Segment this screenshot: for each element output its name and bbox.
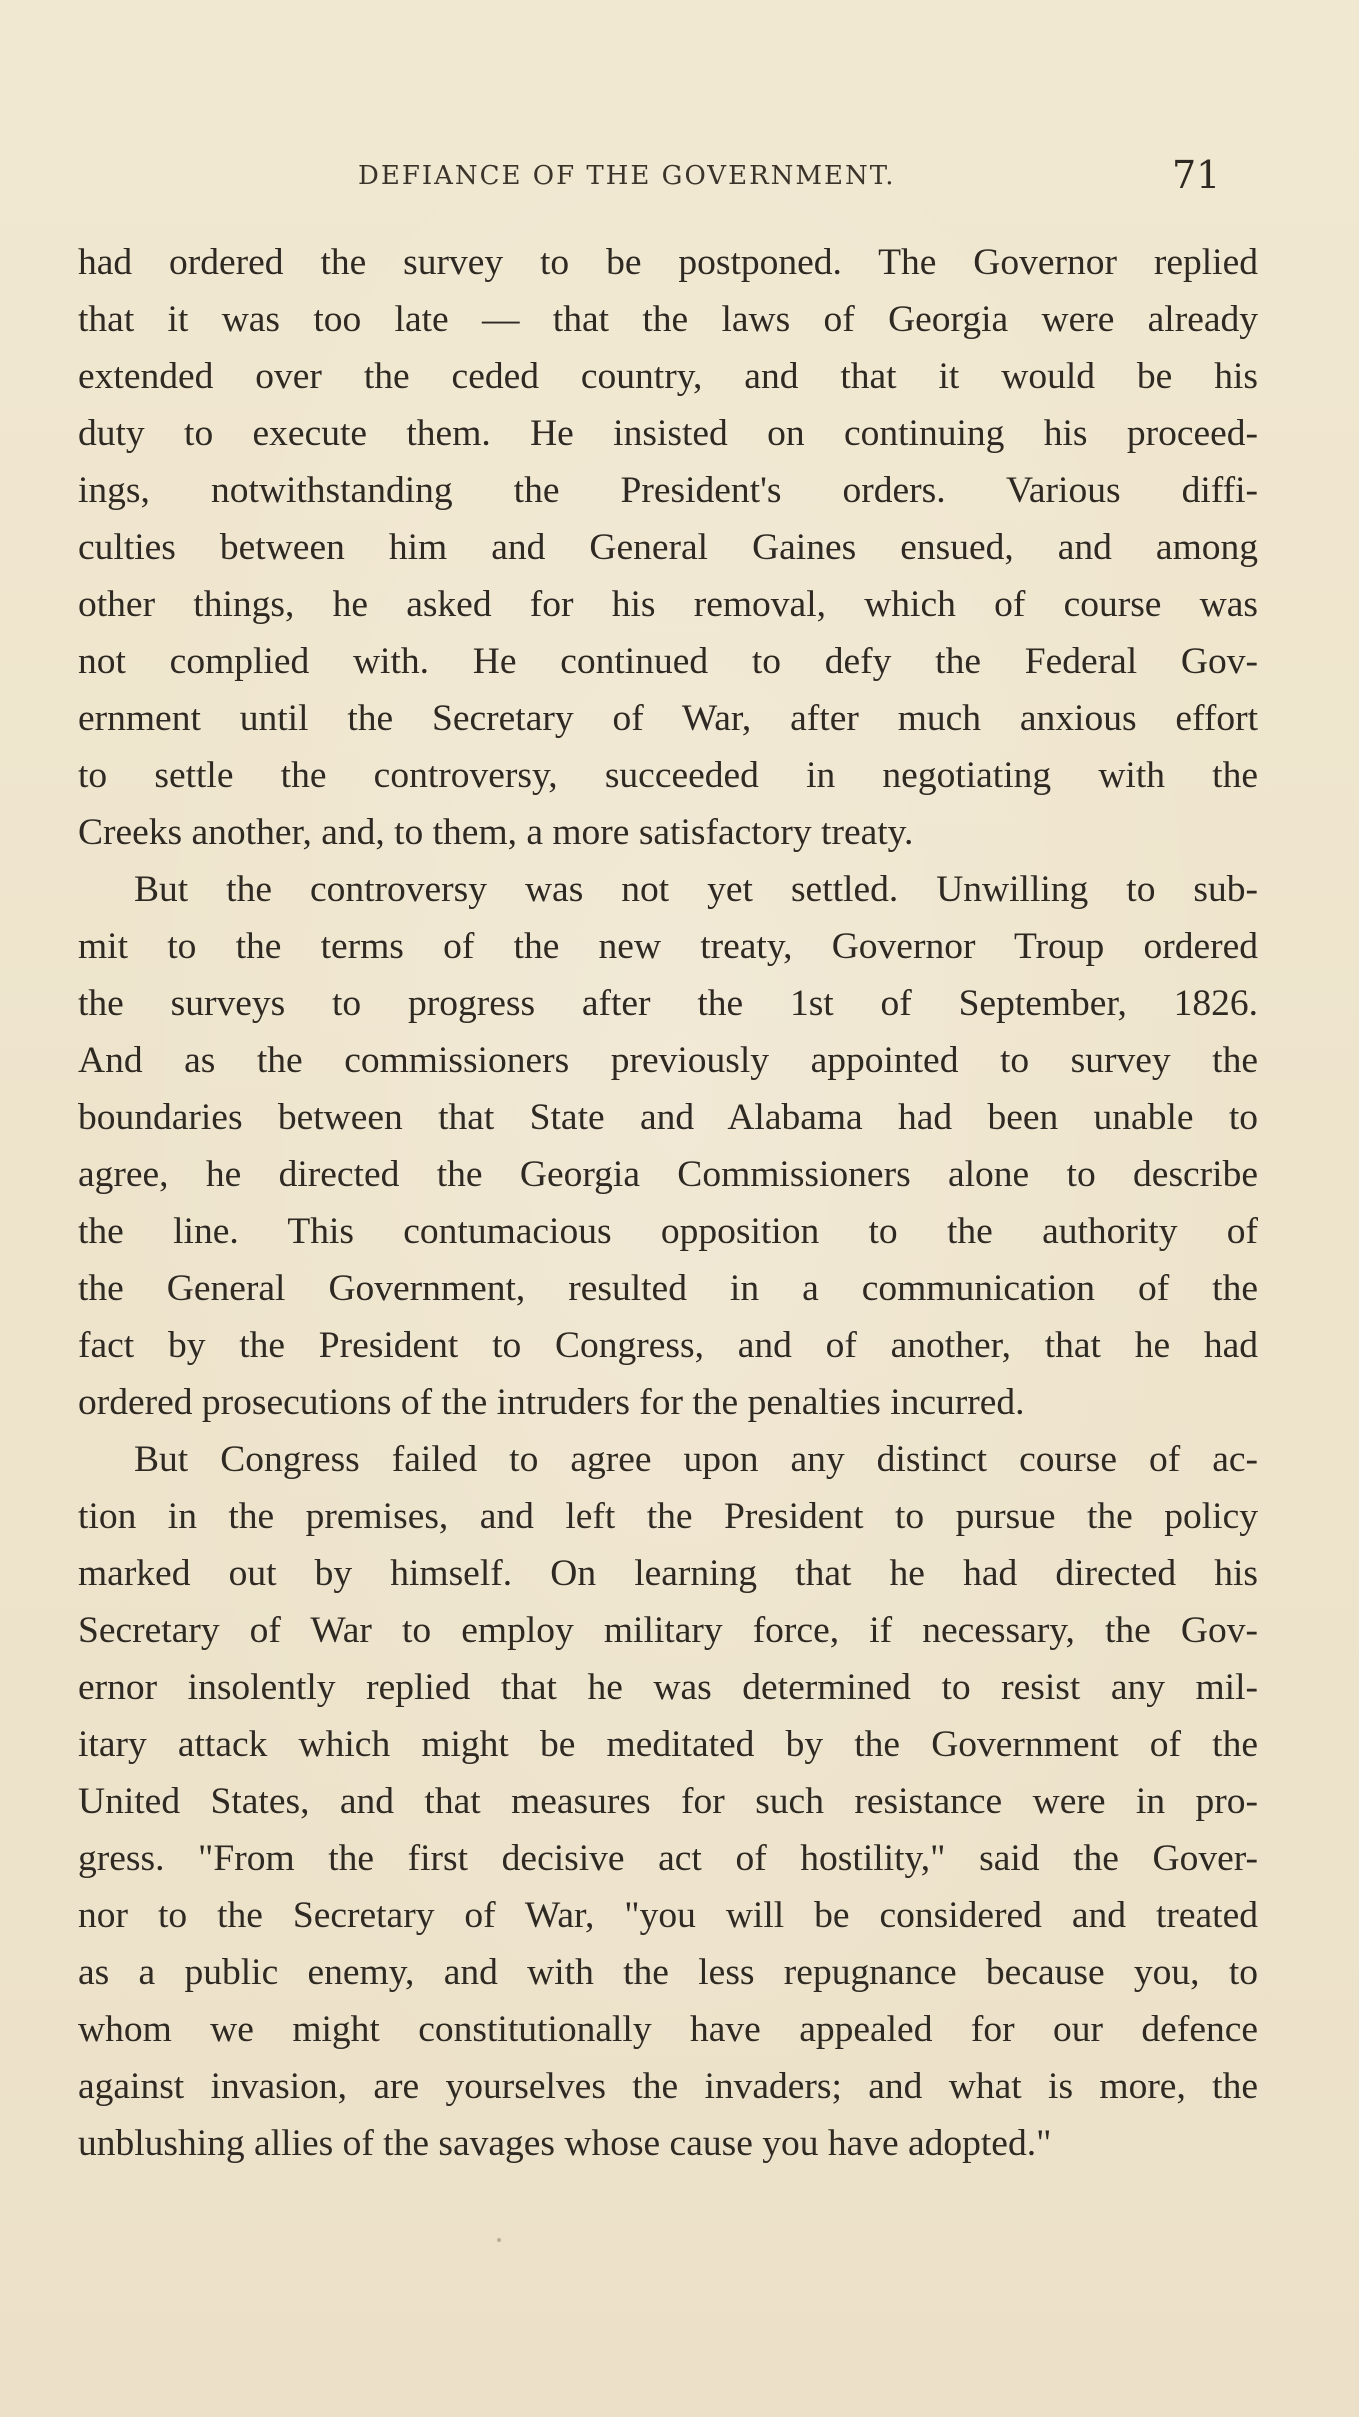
text-line: gress. "From the first decisive act of hostility," said the Gover- bbox=[78, 1838, 1258, 1879]
text-line: culties between him and General Gaines ensued, and among bbox=[78, 527, 1258, 568]
text-line: that it was too late — that the laws of Georgia were already bbox=[78, 299, 1258, 340]
text-line: the surveys to progress after the 1st of September, 1826. bbox=[78, 983, 1258, 1024]
paper-speck bbox=[497, 2238, 501, 2242]
text-line: But Congress failed to agree upon any distinct course of ac- bbox=[134, 1439, 1258, 1480]
text-line: whom we might constitutionally have appealed for our defence bbox=[78, 2009, 1258, 2050]
text-line: ings, notwithstanding the President's orders. Various diffi- bbox=[78, 470, 1258, 511]
text-line: not complied with. He continued to defy the Federal Gov- bbox=[78, 641, 1258, 682]
text-line: And as the commissioners previously appointed to survey the bbox=[78, 1040, 1258, 1081]
text-line: against invasion, are yourselves the invaders; and what is more, the bbox=[78, 2066, 1258, 2107]
text-line: extended over the ceded country, and that it would be his bbox=[78, 356, 1258, 397]
text-line: the General Government, resulted in a communication of the bbox=[78, 1268, 1258, 1309]
text-line: Creeks another, and, to them, a more satisfactory treaty. bbox=[78, 812, 914, 853]
text-line: marked out by himself. On learning that he had directed his bbox=[78, 1553, 1258, 1594]
running-head bbox=[0, 153, 1359, 203]
text-line: ernment until the Secretary of War, after much anxious effort bbox=[78, 698, 1258, 739]
page-number: 71 bbox=[1172, 153, 1221, 197]
paragraph-3 bbox=[78, 1431, 1258, 2172]
text-line: had ordered the survey to be postponed. The Governor replied bbox=[78, 242, 1258, 283]
text-line: tion in the premises, and left the President to pursue the policy bbox=[78, 1496, 1258, 1537]
text-line: ernor insolently replied that he was determined to resist any mil- bbox=[78, 1667, 1258, 1708]
text-line: fact by the President to Congress, and of another, that he had bbox=[78, 1325, 1258, 1366]
text-line: as a public enemy, and with the less repugnance because you, to bbox=[78, 1952, 1258, 1993]
text-line: to settle the controversy, succeeded in negotiating with the bbox=[78, 755, 1258, 796]
running-head-title: DEFIANCE OF THE GOVERNMENT. bbox=[358, 161, 896, 191]
body-text bbox=[78, 234, 1258, 2172]
text-line: agree, he directed the Georgia Commissioners alone to describe bbox=[78, 1154, 1258, 1195]
text-line: duty to execute them. He insisted on continuing his proceed- bbox=[78, 413, 1258, 454]
text-line: mit to the terms of the new treaty, Governor Troup ordered bbox=[78, 926, 1258, 967]
text-line: nor to the Secretary of War, "you will be considered and treated bbox=[78, 1895, 1258, 1936]
text-line: other things, he asked for his removal, which of course was bbox=[78, 584, 1258, 625]
text-line: Secretary of War to employ military force, if necessary, the Gov- bbox=[78, 1610, 1258, 1651]
text-line: But the controversy was not yet settled. Unwilling to sub- bbox=[134, 869, 1258, 910]
text-line: unblushing allies of the savages whose cause you have adopted." bbox=[78, 2123, 1052, 2164]
text-line: ordered prosecutions of the intruders for the penalties incurred. bbox=[78, 1382, 1025, 1423]
text-line: the line. This contumacious opposition to the authority of bbox=[78, 1211, 1258, 1252]
paragraph-2 bbox=[78, 861, 1258, 1431]
text-line: United States, and that measures for such resistance were in pro- bbox=[78, 1781, 1258, 1822]
text-line: boundaries between that State and Alabama had been unable to bbox=[78, 1097, 1258, 1138]
text-line: itary attack which might be meditated by the Government of the bbox=[78, 1724, 1258, 1765]
paragraph-1 bbox=[78, 234, 1258, 861]
